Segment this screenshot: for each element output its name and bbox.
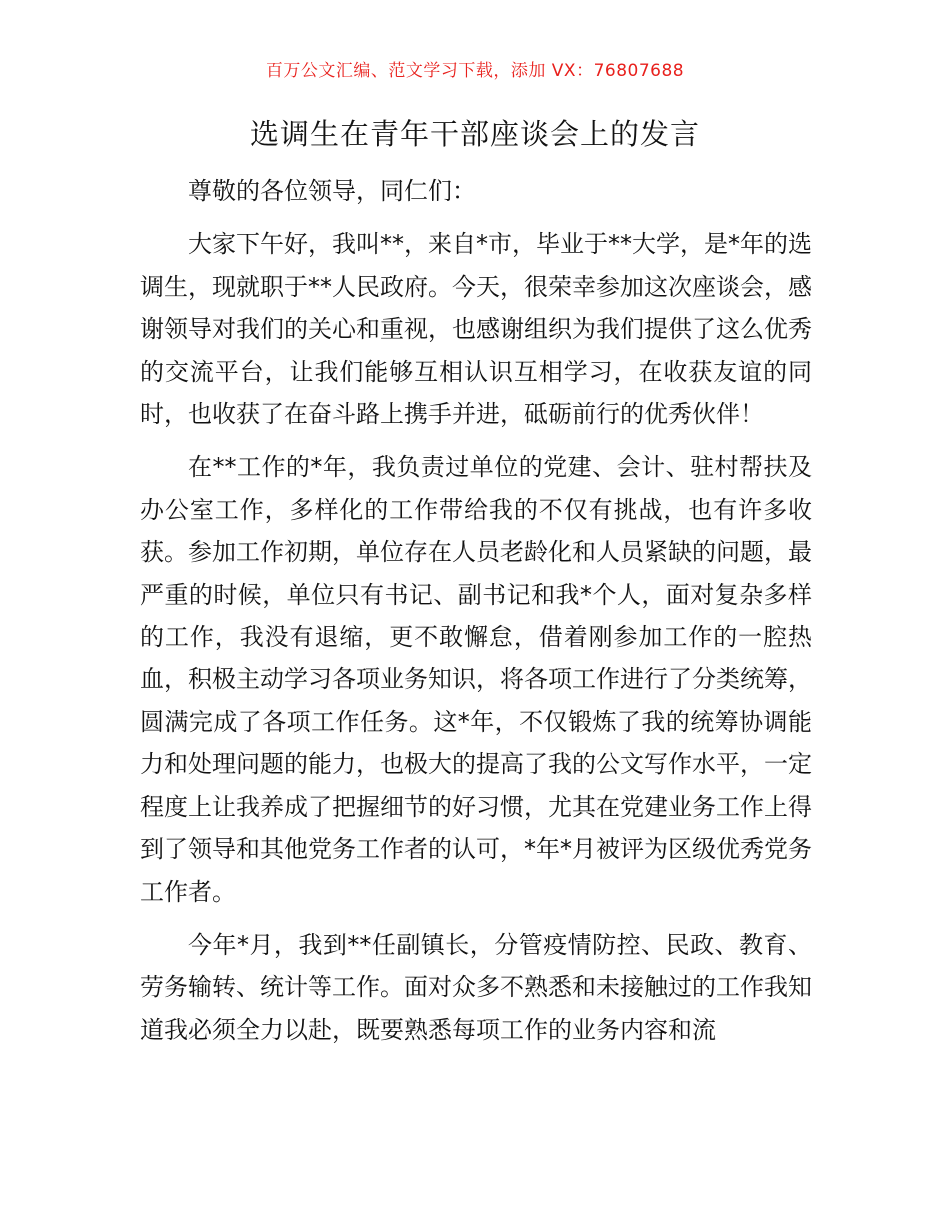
document-body (140, 170, 812, 1051)
header-watermark: 百万公文汇编、范文学习下载，添加 VX：76807688 (265, 61, 685, 81)
body-paragraph-current-role: 今年*月，我到**任副镇长，分管疫情防控、民政、教育、劳务输转、统计等工作。面对众多不熟悉和未接触过的工作我知道我必须全力以赴，既要熟悉每项工作的业务内容和流 (140, 930, 812, 1044)
document-title: 选调生在青年干部座谈会上的发言 (249, 117, 700, 151)
greeting-paragraph: 尊敬的各位领导，同仁们： (188, 177, 476, 205)
body-paragraph-experience: 在**工作的*年，我负责过单位的党建、会计、驻村帮扶及办公室工作，多样化的工作带给我的不仅有挑战，也有许多收获。参加工作初期，单位存在人员老龄化和人员紧缺的问题，最严重的时候，单位只有书记、副书记和我*个人，面对复杂多样的工作，我没有退缩，更不敢懈怠，借着刚参加工作的一腔热血，积极主动学习各项业务知识，将各项工作进行了分类统筹，圆满完成了各项工作任务。这*年，不仅锻炼了我的统筹协调能力和处理问题的能力，也极大的提高了我的公文写作水平，一定程度上让我养成了把握细节的好习惯，尤其在党建业务工作上得到了领导和其他党务工作者的认可，*年*月被评为区级优秀党务工作者。 (140, 453, 812, 906)
body-paragraph-intro: 大家下午好，我叫**，来自*市，毕业于**大学，是*年的选调生，现就职于**人民政府。今天，很荣幸参加这次座谈会，感谢领导对我们的关心和重视，也感谢组织为我们提供了这么优秀的交流平台，让我们能够互相认识互相学习，在收获友谊的同时，也收获了在奋斗路上携手并进，砥砺前行的优秀伙伴！ (140, 230, 812, 429)
